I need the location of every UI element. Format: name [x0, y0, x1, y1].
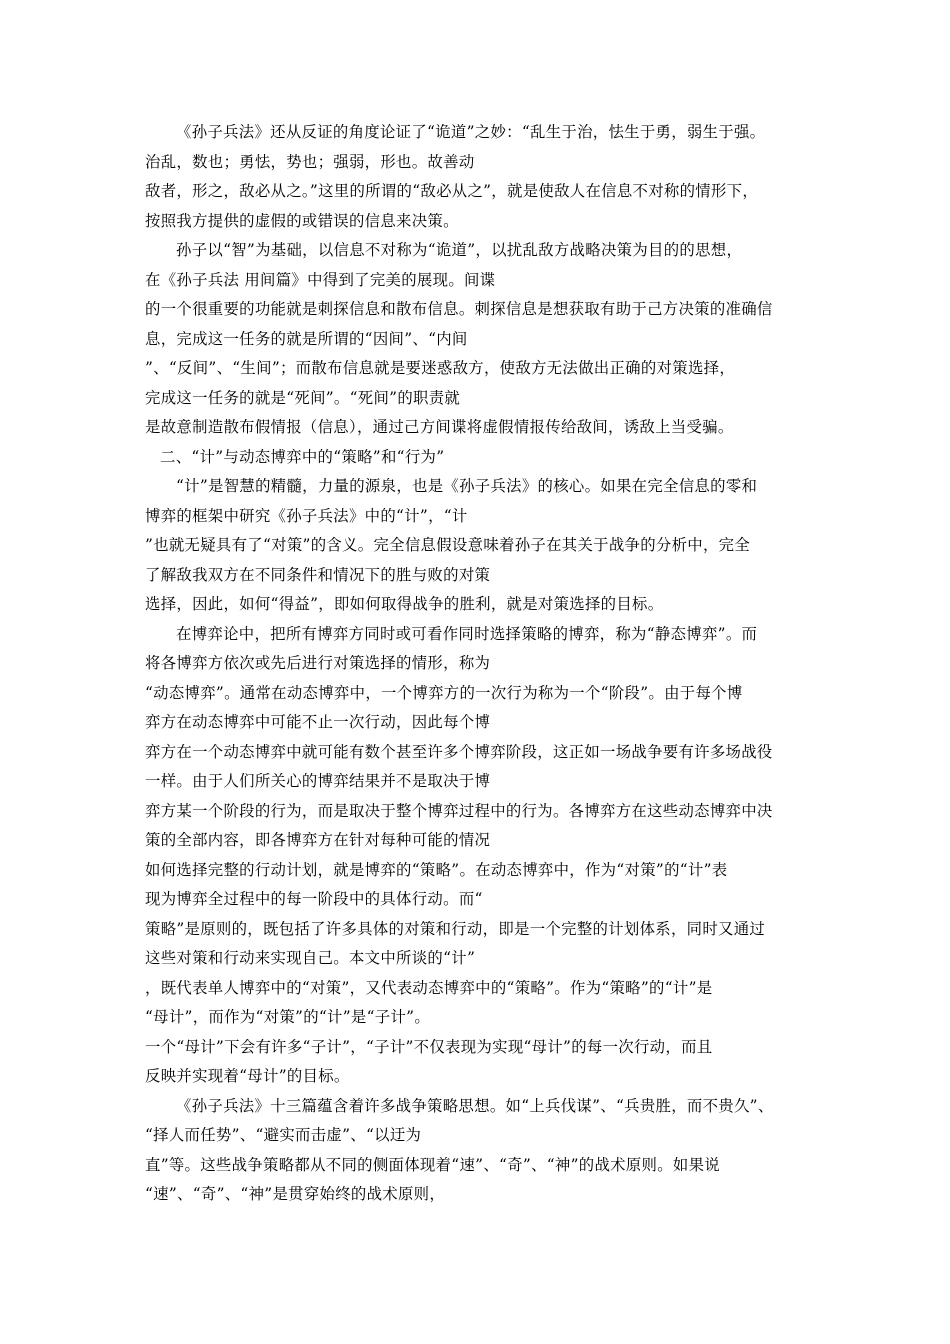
text-line: 一个“母计”下会有许多“子计”，“子计”不仅表现为实现“母计”的每一次行动，而且	[145, 1037, 713, 1056]
document-body	[145, 118, 810, 1210]
text-line: 直”等。这些战争策略都从不同的侧面体现着“速”、“奇”、“神”的战术原则。如果说	[145, 1155, 720, 1174]
text-line: 弈方在一个动态博弈中就可能有数个甚至许多个博弈阶段，这正如一场战争要有许多场战役	[145, 742, 773, 761]
text-line: 一样。由于人们所关心的博弈结果并不是取决于博	[145, 772, 491, 790]
text-line: 息，完成这一任务的就是所谓的“因间”、“内间	[145, 329, 468, 348]
text-line: 是故意制造散布假情报（信息），通过己方间谍将虚假情报传给敌间，诱敌上当受骗。	[145, 418, 734, 436]
text-line: 这些对策和行动来实现自己。本文中所谈的“计”	[145, 949, 476, 967]
text-line: 如何选择完整的行动计划，就是博弈的“策略”。在动态博弈中，作为“对策”的“计”表	[145, 860, 728, 879]
text-line: ”、“反间”、“生间”；而散布信息就是要迷惑敌方，使敌方无法做出正确的对策选择，	[145, 359, 736, 377]
text-line: 的一个很重要的功能就是刺探信息和散布信息。刺探信息是想获取有助于己方决策的准确信	[145, 300, 773, 318]
text-line: 弈方某一个阶段的行为，而是取决于整个博弈过程中的行为。各博弈方在这些动态博弈中决	[145, 801, 773, 820]
text-line: 现为博弈全过程中的每一阶段中的具体行动。而“	[145, 890, 483, 908]
text-line: “择人而任势”、“避实而击虚”、“以迂为	[145, 1126, 422, 1144]
text-line: 敌者，形之，敌必从之。”这里的所谓的“敌必从之”，就是使敌人在信息不对称的情形下，	[145, 182, 759, 200]
text-line: 治乱，数也；勇怯，势也；强弱，形也。故善动	[145, 152, 475, 171]
text-line: “速”、“奇”、“神”是贯穿始终的战术原则，	[145, 1185, 446, 1203]
text-line: 弈方在动态博弈中可能不止一次行动，因此每个博	[145, 713, 491, 731]
text-line: 孙子以“智”为基础，以信息不对称为“诡道”，以扰乱敌方战略决策为目的的思想，	[176, 241, 743, 259]
text-line: 策略”是原则的，既包括了许多具体的对策和行动，即是一个完整的计划体系，同时又通过	[145, 919, 766, 938]
text-line: 反映并实现着“母计”的目标。	[145, 1067, 350, 1085]
text-line: 博弈的框架中研究《孙子兵法》中的“计”，“计	[145, 506, 468, 525]
text-line: 《孙子兵法》还从反证的角度论证了“诡道”之妙：“乱生于治，怯生于勇，弱生于强。	[176, 123, 766, 141]
text-line: 完成这一任务的就是“死间”。“死间”的职责就	[145, 388, 461, 407]
text-line: 了解敌我双方在不同条件和情况下的胜与败的对策	[145, 565, 491, 584]
text-line: 策的全部内容，即各博弈方在针对每种可能的情况	[145, 831, 491, 849]
text-line: “计”是智慧的精髓，力量的源泉，也是《孙子兵法》的核心。如果在完全信息的零和	[176, 477, 758, 495]
text-line: “母计”，而作为“对策”的“计”是“子计”。	[145, 1008, 431, 1026]
text-line: 将各博弈方依次或先后进行对策选择的情形，称为	[145, 654, 491, 672]
text-line: ，既代表单人博弈中的“对策”，又代表动态博弈中的“策略”。作为“策略”的“计”是	[145, 978, 713, 997]
text-line: “动态博弈”。通常在动态博弈中，一个博弈方的一次行为称为一个“阶段”。由于每个博	[145, 683, 743, 702]
text-line: 在博弈论中，把所有博弈方同时或可看作同时选择策略的博弈，称为“静态博弈”。而	[176, 624, 758, 643]
section-heading: 二、“计”与动态博弈中的“策略”和“行为”	[160, 447, 445, 466]
text-line: 在《孙子兵法 用间篇》中得到了完美的展现。间谍	[145, 270, 496, 289]
text-line: 《孙子兵法》十三篇蕴含着许多战争策略思想。如“上兵伐谋”、“兵贵胜，而不贵久”、	[176, 1096, 774, 1115]
text-line: ”也就无疑具有了“对策”的含义。完全信息假设意味着孙子在其关于战争的分析中，完全	[145, 536, 751, 554]
text-line: 选择，因此，如何“得益”，即如何取得战争的胜利，就是对策选择的目标。	[145, 595, 664, 613]
text-line: 按照我方提供的虚假的或错误的信息来决策。	[145, 211, 459, 230]
